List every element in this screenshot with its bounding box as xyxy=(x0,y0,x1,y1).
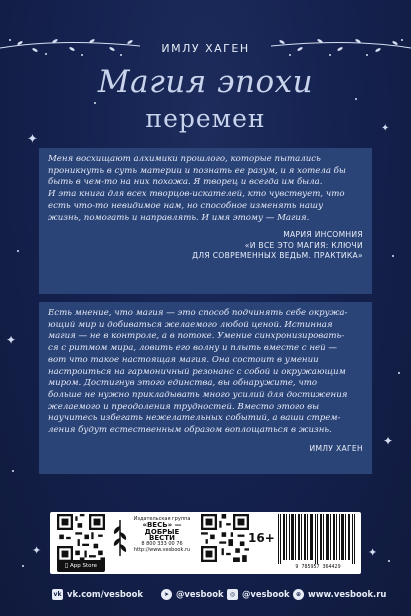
quote-text: Меня восхищают алхимики прошлого, которые пытались проникнуть в суть материи и познать ее разум, и я хотела бы быть в чем-то на них похожа. Я творец и всегда им была. И эта книга для всех творцов-искателей, кто чувствует, что есть что-то невидимое нам, но способное изменять нашу жизнь, помогать и направлять. И имя этому — Магия. xyxy=(48,154,346,223)
sparkle-icon: ✦ xyxy=(6,333,17,347)
isbn-number: 9 785957 364429 xyxy=(295,564,341,570)
sparkle-icon: ✦ xyxy=(368,546,378,559)
instagram-link[interactable]: ◎ @vesbook xyxy=(227,587,290,601)
star-dot xyxy=(94,102,96,104)
app-store-badge[interactable]: App Store xyxy=(57,560,105,572)
quote-panel xyxy=(39,148,372,294)
star-dot xyxy=(22,565,24,567)
telegram-icon: ➤ xyxy=(161,589,172,600)
star-dot xyxy=(392,255,394,257)
instagram-icon: ◎ xyxy=(227,589,238,600)
website-link[interactable]: ⊕ www.vesbook.ru xyxy=(293,587,386,601)
book-title-line2: перемен xyxy=(145,104,266,133)
star-dot xyxy=(17,250,19,252)
book-title-line1: Магия эпохи xyxy=(97,64,314,100)
quote-signature: МАРИЯ ИНСОМНИЯ «И ВСЕ ЭТО МАГИЯ: КЛЮЧИ ДЛЯ СОВРЕМЕННЫХ ВЕДЬМ. ПРАКТИКА» xyxy=(192,230,363,261)
social-links xyxy=(0,587,411,601)
description-panel xyxy=(39,302,372,474)
sparkle-icon: ✦ xyxy=(32,544,42,557)
description-text: Есть мнение, что магия — это способ подчинять себе окружа- ющий мир и добиваться желаемого любой ценой. Истинная магия — не в контроле, а в потоке. Умение синхронизировать- ся с ритмом мира, ловить его волну и плыть вместе с ней — вот что такое настоящая магия. Она состоит в умении настроиться на гармоничный резонанс с собой и окружающим миром. Достигнув этого единства, вы обнаружите, что больше не нужно прикладывать много усилий для достижения желаемого и преодоления трудностей. Вместо этого вы научитесь избегать нежелательных событий, а ваши стрем- ления будут естественным образом воплощаться в жизнь. xyxy=(48,308,348,436)
sparkle-icon: ✦ xyxy=(383,434,394,448)
vk-link[interactable]: vk vk.com/vesbook xyxy=(53,589,143,599)
telegram-link[interactable]: ➤ @vesbook xyxy=(161,587,224,601)
description-signature: ИМЛУ ХАГЕН xyxy=(309,443,363,453)
barcode xyxy=(276,514,360,564)
apple-icon xyxy=(65,563,68,569)
qr-code[interactable] xyxy=(57,514,105,562)
author-name: ИМЛУ ХАГЕН xyxy=(161,42,250,55)
star-dot xyxy=(388,560,390,562)
globe-icon: ⊕ xyxy=(293,589,304,600)
star-dot xyxy=(355,98,357,100)
age-rating-badge: 16+ xyxy=(248,531,275,545)
publisher-text: Издательская группа «ВЕСЬ» — ДОБРЫЕ ВЕСТИ 8 800 333 00 76 http://www.vesbook.ru xyxy=(133,516,191,554)
publisher-logo-icon xyxy=(110,518,130,558)
star-dot xyxy=(398,372,400,374)
sparkle-icon: ✦ xyxy=(381,123,390,134)
publisher-block xyxy=(110,516,190,572)
vk-icon: vk xyxy=(53,590,62,598)
star-dot xyxy=(12,470,14,472)
sparkle-icon: ✦ xyxy=(27,132,38,147)
qr-code[interactable] xyxy=(201,514,249,562)
